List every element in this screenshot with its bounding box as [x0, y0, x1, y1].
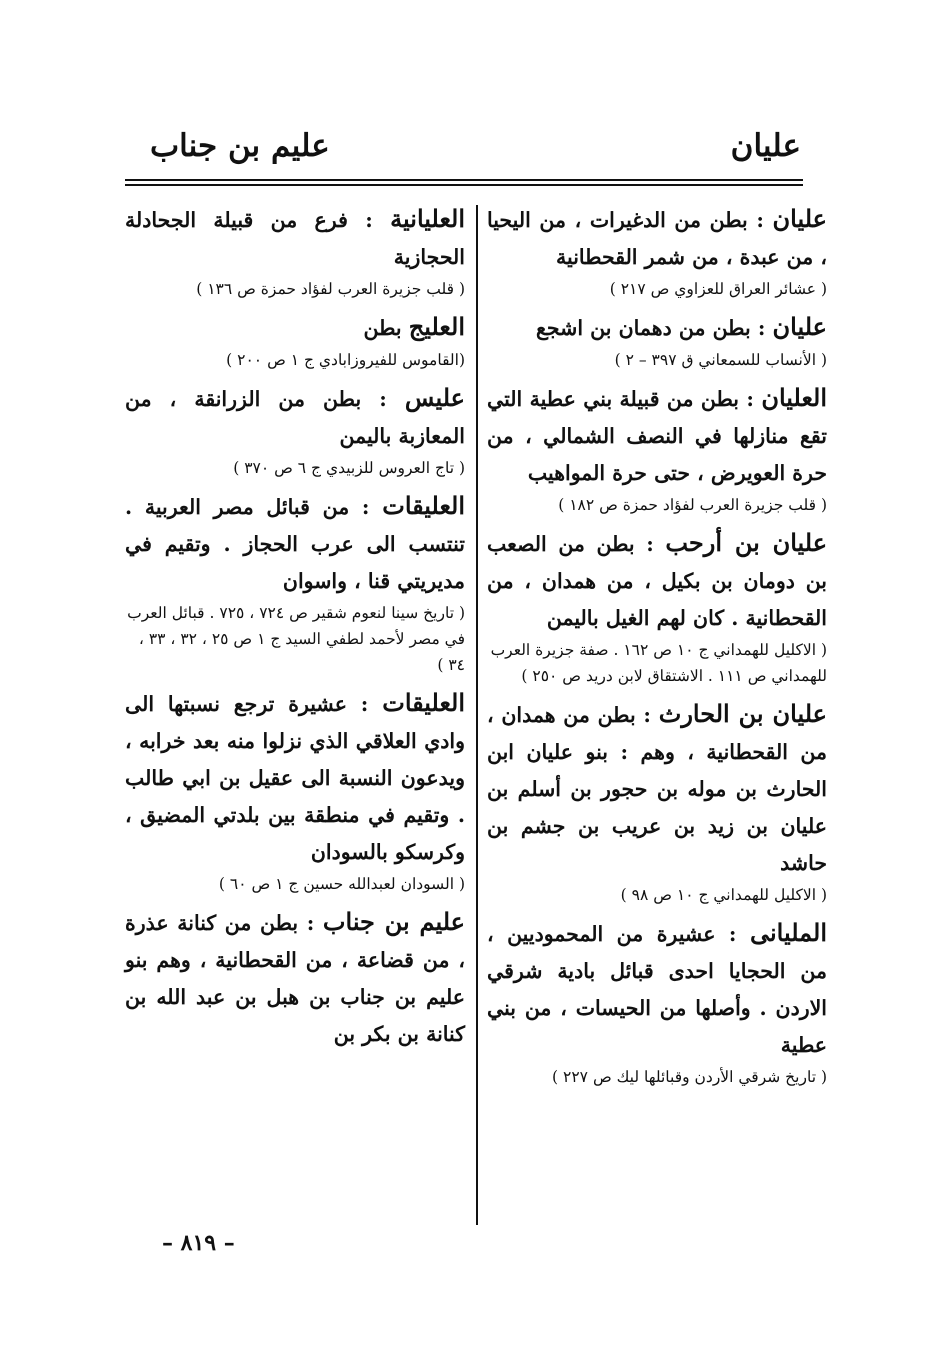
entry-reference: ( تاج العروس للزبيدي ج ٦ ص ٣٧٠ )	[233, 459, 465, 477]
entry-headword: عليس	[404, 383, 465, 412]
entry	[125, 487, 465, 678]
entry-headword: عليان بن أرحب	[665, 528, 828, 557]
entry	[487, 914, 827, 1090]
entry-text: : بطن من الدغيرات ، من اليحيا ، من عبدة ، من شمر القحطانية	[487, 208, 827, 269]
entry	[125, 684, 465, 897]
entry-text: : فرع من قبيلة الجحادلة الحجازية	[125, 208, 465, 269]
entry-headword: عليان بن الحارث	[658, 699, 827, 728]
entry-reference: ( عشائر العراق للعزاوي ص ٢١٧ )	[609, 280, 827, 298]
entry	[487, 200, 827, 302]
entry	[487, 695, 827, 908]
running-header-right: عليان	[730, 128, 801, 164]
entry	[125, 903, 465, 1053]
column-divider	[476, 205, 478, 1225]
entry	[487, 308, 827, 373]
header-rule-bottom	[125, 184, 803, 186]
right-column	[487, 200, 827, 1096]
entry-text: : بطن من قبيلة بني عطية التي تقع منازلها في النصف الشمالي ، من حرة العويرض ، حتى حرة المواهيب	[487, 387, 827, 485]
entry-text: : بطن من همدان ، من القحطانية ، وهم : بنو عليان ابن الحارث بن موله بن حجور بن أسلم بن عليان بن زيد بن عريب بن جشم بن حاشد	[487, 703, 827, 875]
entry-reference: ( الأنساب للسمعاني ق ٣٩٧ – ٢ )	[614, 351, 827, 369]
entry	[125, 308, 465, 373]
entry-text: : بطن من الزرانقة ، من المعازبة باليمن	[125, 387, 465, 448]
entry-reference: ( تاريخ شرقي الأردن وقبائلها ليك ص ٢٢٧ )	[552, 1068, 827, 1086]
entry-reference: ( تاريخ سينا لنعوم شقير ص ٧٢٤ ، ٧٢٥ . قبائل العرب في مصر لأحمد لطفي السيد ج ١ ص ٢٥ ، ٣٢ ، ٣٣ ، ٣٤ )	[127, 604, 465, 674]
entry-text: : من قبائل مصر العربية . تنتسب الى عرب الحجاز . وتقيم في مديريتي قنا ، واسوان	[125, 495, 465, 593]
entry-headword: المليانى	[749, 918, 827, 947]
entry-headword: العليج	[408, 312, 465, 341]
entry-text: بطن	[363, 316, 402, 340]
entry-text: : بطن من دهمان بن اشجع	[536, 316, 766, 340]
entry-headword: العليانية	[390, 204, 466, 233]
entry	[487, 379, 827, 518]
entry-text: : بطن من كنانة عذرة ، من قضاعة ، من القحطانية ، وهم بنو عليم بن جناب بن هبل بن عبد الله بن كنانة بن بكر بن	[125, 911, 465, 1046]
entry-text: : بطن من الصعب بن دومان بن بكيل ، من همدان ، من القحطانية . كان لهم الغيل باليمن	[487, 532, 827, 630]
left-column	[125, 200, 465, 1059]
entry-reference: ( الاكليل للهمداني ج ١٠ ص ٩٨ )	[620, 886, 827, 904]
entry-reference: (القاموس للفيروزابادي ج ١ ص ٢٠٠ )	[226, 351, 465, 369]
page-number: – ٨١٩ –	[162, 1230, 235, 1256]
entry-reference: ( قلب جزيرة العرب لفؤاد حمزة ص ١٨٢ )	[558, 496, 827, 514]
header-rule-top	[125, 179, 803, 181]
entry-reference: ( قلب جزيرة العرب لفؤاد حمزة ص ١٣٦ )	[196, 280, 465, 298]
entry-headword: العليقات	[382, 491, 466, 520]
running-header-left: عليم بن جناب	[150, 128, 330, 164]
entry-headword: عليم بن جناب	[322, 907, 465, 936]
entry	[125, 200, 465, 302]
entry-text: : عشيرة ترجع نسبتها الى وادي العلاقي الذي نزلوا منه بعد خرابه ، ويدعون النسبة الى عقيل بن ابي طالب . وتقيم في منطقة بين بلدتي المضيق ، وكرسكو بالسودان	[125, 692, 465, 864]
entry-reference: ( السودان لعبدالله حسين ج ١ ص ٦٠ )	[218, 875, 465, 893]
entry-headword: العليان	[761, 383, 827, 412]
entry-headword: عليان	[772, 312, 827, 341]
entry	[487, 524, 827, 689]
entry-headword: عليان	[772, 204, 827, 233]
entry-headword: العليقات	[382, 688, 466, 717]
entry	[125, 379, 465, 481]
entry-text: : عشيرة من المحموديين ، من الحجايا احدى قبائل بادية شرقي الاردن . وأصلها من الحيسات ، من بني عطية	[487, 922, 827, 1057]
entry-reference: ( الاكليل للهمداني ج ١٠ ص ١٦٢ . صفة جزيرة العرب للهمداني ص ١١١ . الاشتقاق لابن دريد ص ٢٥٠ )	[490, 641, 827, 685]
